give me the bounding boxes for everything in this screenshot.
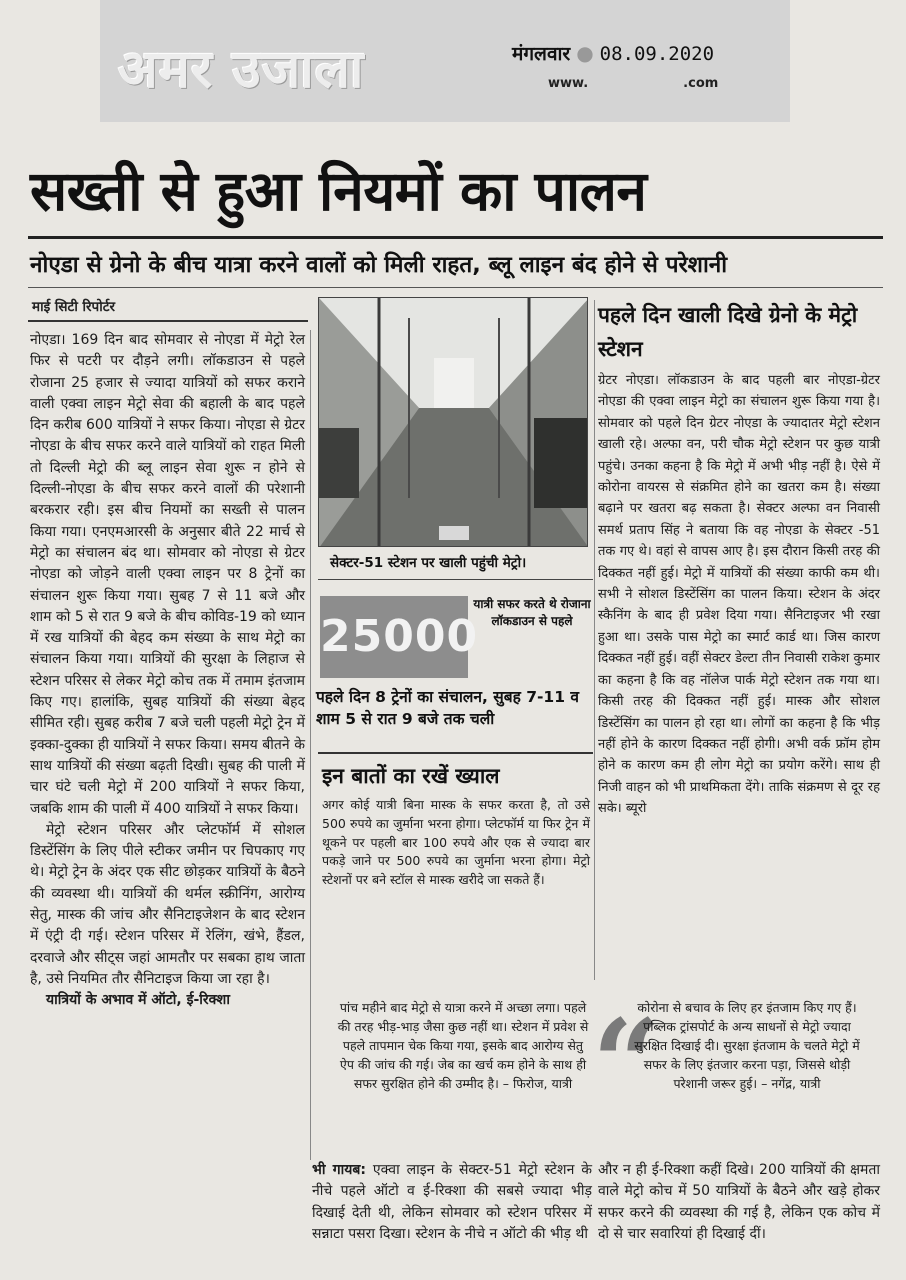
newspaper-logo: अमर उजाला — [118, 40, 365, 100]
byline-rule — [28, 320, 308, 322]
stat-number: 25000 — [320, 596, 468, 678]
metro-interior-image — [319, 298, 588, 547]
byline: माई सिटी रिपोर्टर — [32, 299, 116, 315]
column-3 — [598, 370, 880, 820]
column-divider — [594, 300, 595, 980]
quote-band — [310, 984, 890, 1144]
rules-title: इन बातों का रखें ख्याल — [322, 764, 500, 788]
photo-caption: सेक्टर-51 स्टेशन पर खाली पहुंची मेट्रो। — [330, 555, 527, 571]
subhead-rule — [28, 287, 883, 288]
caption-rule — [318, 579, 593, 580]
quote-passenger-1: पांच महीने बाद मेट्रो से यात्रा करने में अच्छा लगा। पहले की तरह भीड़-भाड़ जैसा कुछ नहीं था। स्टेशन में प्रवेश से पहले तापमान चेक किया गया, इसके बाद आरोग्य सेतु ऐप की जांच की गई। जेब का खर्च कम होने के साथ ही सफर सुरक्षित होने की उम्मीद है। – फिरोज, यात्री — [337, 1000, 589, 1091]
column-3-para: ग्रेटर नोएडा। लॉकडाउन के बाद पहली बार नोएडा-ग्रेटर नोएडा की एक्वा लाइन मेट्रो का संचालन शुरू किया गया है। सोमवार को पहले दिन ग्रेटर नोएडा के ज्यादातर मेट्रो स्टेशन खाली रहे। अल्फा वन, परी चौक मेट्रो स्टेशन पर कुछ यात्री पहुंचे। उनका कहना है कि मेट्रो में अभी भीड़ नहीं है। ऐसे में कोरोना वायरस से संक्रमित होने का खतरा कम है। संख्या बढ़ाने पर खतरा बढ़ सकता है। सेक्टर अल्फा वन निवासी समर्थ प्रताप सिंह ने बताया कि वह नोएडा के सेक्टर -51 तक गए थे। वहां से वापस आए है। इस दौरान किसी तरह की दिक्कत नहीं हुई। मेट्रो में यात्रियों की संख्या काफी कम थी। सभी ने सोशल डिस्टेंसिंग का पालन किया। स्टेशन के अंदर स्कैनिंग के बाद ही प्रवेश दिया गया। सैनिटाइजर भी रखा हुआ था। उसके पास मेट्रो का स्मार्ट कार्ड था। जिस कारण दिक्कत नहीं हुई। वहीं सेक्टर डेल्टा तीन निवासी राकेश कुमार का कहना है कि वह नॉलेज पार्क मेट्रो स्टेशन तक गया था। किसी तरह की दिक्कत नहीं हुई। मास्क और सोशल डिस्टेंसिंग का पालन हो रहा था। लोगों का कहना है कि भीड़ नहीं होने के कारण दिक्कत नहीं होगी। अभी वर्क फ्रॉम होम होने क कारण कम ही लोग मेट्रो का प्रयोग करेंगे। साथ ही निजी वाहन को भी प्राथमिकता देंगे। ताकि संक्रमण से दूर रह सके। ब्यूरो — [598, 373, 880, 817]
issue-day: मंगलवार — [512, 43, 571, 65]
rules-box — [318, 760, 594, 890]
rules-body: अगर कोई यात्री बिना मास्क के सफर करता है, तो उसे 500 रुपये का जुर्माना भरना होगा। प्लेटफॉर्म या फिर ट्रेन में थूकने पर पहली बार 100 रुपये और एक से ज्यादा बार पकड़े जाने पर 500 रुपये का जुर्माना भरना होगा। मेट्रो स्टेशनों पर बने स्टॉल से मास्क खरीदे जा सकते हैं। — [322, 797, 590, 888]
stat-note: यात्री सफर करते थे रोजाना लॉकडाउन से पहले — [473, 597, 591, 628]
headline-rule — [28, 236, 883, 239]
quote-passenger-2: कोरोना से बचाव के लिए हर इंतजाम किए गए हैं। पब्लिक ट्रांसपोर्ट के अन्य साधनों से मेट्रो ज्यादा सुरक्षित दिखाई दी। सुरक्षा इंतजाम के चलते मेट्रो में सफर के लिए इंतजार करना पड़ा, जिससे थोड़ी परेशानी जरूर हुई। – नगेंद्र, यात्री — [634, 1000, 860, 1091]
website-url: www. .com — [548, 76, 719, 91]
metro-interior-photo — [318, 297, 588, 547]
headline: सख्ती से हुआ नियमों का पालन — [30, 159, 647, 223]
column-1 — [30, 330, 305, 1012]
column-1-para-3: यात्रियों के अभाव में ऑटो, ई-रिक्शा — [46, 992, 230, 1009]
subheadline: नोएडा से ग्रेनो के बीच यात्रा करने वालों को मिली राहत, ब्लू लाइन बंद होने से परेशानी — [30, 252, 728, 278]
dateline — [512, 40, 782, 66]
bottom-column-a-text: एक्वा लाइन के सेक्टर-51 मेट्रो स्टेशन के नीचे पहले ऑटो व ई-रिक्शा की सबसे ज्यादा भीड़ दिखाई देती थी, लेकिन सोमवार को स्टेशन परिसर में सन्नाटा पसरा दिखा। स्टेशन के नीचे न ऑटो की भीड़ थी — [312, 1162, 592, 1242]
bottom-column-b: और न ही ई-रिक्शा कहीं दिखे। 200 यात्रियों की क्षमता वाले मेट्रो कोच में 50 यात्रियों के बैठने और खड़े होकर सफर करने की व्यवस्था की गई है, लेकिन एक कोच में दो से चार सवारियां ही दिखाई दीं। — [598, 1162, 880, 1242]
column-1-para-2: मेट्रो स्टेशन परिसर और प्लेटफॉर्म में सोशल डिस्टेंसिंग के लिए पीले स्टीकर जमीन पर चिपकाए गए थे। मेट्रो ट्रेन के अंदर एक सीट छोड़कर यात्रियों के बैठने की व्यवस्था थी। यात्रियों की थर्मल स्क्रीनिंग, आरोग्य सेतु, मास्क की जांच और सैनिटाइजेशन के बाद स्टेशन में एंट्री दी गई। स्टेशन परिसर में रेलिंग, खंभे, हैंडल, दरवाजे और सीट्स जहां आमतौर पर सबका हाथ जाता है, उसे नियमित तौर सैनिटाइज किया जा रहा है। — [30, 821, 305, 987]
column-3-heading: पहले दिन खाली दिखे ग्रेनो के मेट्रो स्टेशन — [598, 303, 858, 361]
issue-date: 08.09.2020 — [599, 43, 715, 65]
bottom-lead: भी गायब: — [312, 1162, 367, 1178]
column-1-para-1: नोएडा। 169 दिन बाद सोमवार से नोएडा में मेट्रो रेल फिर से पटरी पर दौड़ने लगी। लॉकडाउन से पहले रोजाना 25 हजार से ज्यादा यात्रियों को सफर कराने वाली एक्वा लाइन मेट्रो सेवा की बहाली के बाद पहले दिन करीब 600 यात्रियों ने सफर किया। नोएडा से ग्रेटर नोएडा के बीच सफर करने वाले यात्रियों को राहत मिली तो दिल्ली मेट्रो की ब्लू लाइन सेवा शुरू न होने से दिल्ली-नोएडा के बीच सफर करने वालों की परेशानी बरकरार रही। इस बीच नियमों का सख्ती से पालन किया गया। एनएमआरसी के अनुसार बीते 22 मार्च से मेट्रो का संचालन बंद था। सोमवार को नोएडा से ग्रेटर नोएडा को जोड़ने वाली एक्वा लाइन पर 8 ट्रेनों का संचालन शुरू किया गया। सुबह 7 से 11 बजे और शाम को 5 से रात 9 बजे के बीच कोविड-19 को ध्यान में रख यात्रियों की बेहद कम संख्या के साथ मेट्रो का संचालन किया गया। यात्रियों की सुरक्षा के लिहाज से स्टेशन परिसर से लेकर मेट्रो कोच तक में तमाम इंतजाम किए गए। हालांकि, सुबह यात्रियों की संख्या बेहद सीमित रही। सुबह करीब 7 बजे चली पहली मेट्रो ट्रेन में इक्का-दुक्का ही यात्रियों ने सफर किया। समय बीतने के साथ यात्रियों की संख्या बढ़ती दिखी। सुबह की पाली में चार घंटे चली मेट्रो में 200 यात्रियों ने सफर किया, जबकि शाम की पाली में 400 यात्रियों ने सफर किया। — [30, 332, 305, 817]
bottom-column-a — [312, 1160, 592, 1245]
separator-dot-icon: ● — [576, 41, 594, 65]
quote-mark-icon: “ — [592, 993, 662, 1134]
section-rule — [318, 752, 593, 754]
trains-highlight: पहले दिन 8 ट्रेनों का संचालन, सुबह 7-11 व शाम 5 से रात 9 बजे तक चली — [316, 688, 579, 728]
